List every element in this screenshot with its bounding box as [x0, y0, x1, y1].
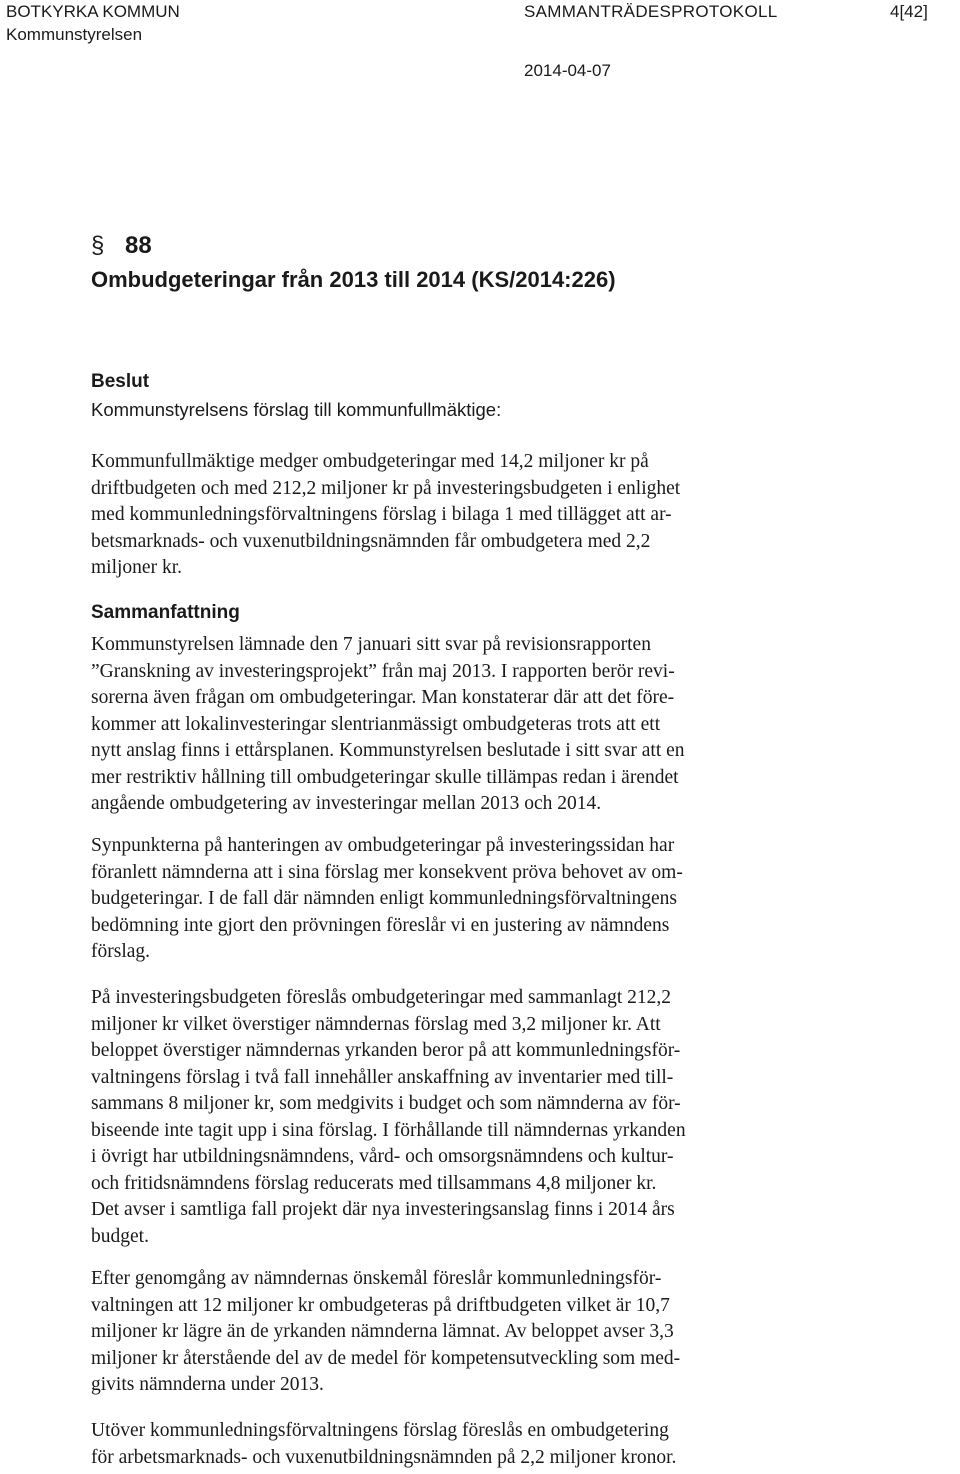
item-number-value: 88 — [125, 232, 152, 259]
text-line: Kommunfullmäktige medger ombudgeteringar med 14,2 miljoner kr på — [91, 451, 649, 472]
header-organization: BOTKYRKA KOMMUN — [6, 2, 180, 21]
text-line: Efter genomgång av nämndernas önskemål föreslår kommunledningsför- — [91, 1268, 662, 1289]
summary-paragraph-1 — [91, 632, 871, 818]
text-line: miljoner kr vilket överstiger nämndernas förslag med 3,2 miljoner kr. Att — [91, 1013, 661, 1035]
text-line: sorerna även frågan om ombudgeteringar. Man konstaterar där att det före- — [91, 687, 675, 708]
section-symbol: § — [91, 232, 105, 259]
summary-paragraph-5 — [91, 1418, 871, 1471]
beslut-paragraph — [91, 449, 871, 582]
text-line: nytt anslag finns i ettårsplanen. Kommunstyrelsen beslutade i sitt svar att en — [91, 740, 685, 761]
text-line: driftbudgeten och med 212,2 miljoner kr på investeringsbudgeten i enlighet — [91, 477, 681, 499]
text-line: förslag. — [91, 941, 151, 962]
text-line: givits nämnderna under 2013. — [91, 1374, 324, 1395]
text-line: Synpunkterna på hanteringen av ombudgeteringar på investeringssidan har — [91, 835, 675, 856]
text-line: kommer att lokalinvesteringar slentrianmässigt ombudgeteras trots att ett — [91, 713, 661, 735]
text-line: mer restriktiv hållning till ombudgeteringar skulle tillämpas redan i ärendet — [91, 766, 679, 788]
case-title: Ombudgeteringar från 2013 till 2014 (KS/2014:226) — [91, 267, 616, 292]
header-body: Kommunstyrelsen — [6, 25, 143, 44]
text-line: i övrigt har utbildningsnämndens, vård- och omsorgsnämndens och kultur- — [91, 1146, 674, 1167]
text-line: På investeringsbudgeten föreslås ombudgeteringar med sammanlagt 212,2 — [91, 987, 671, 1008]
item-number — [91, 227, 152, 265]
text-line: betsmarknads- och vuxenutbildningsnämnden får ombudgetera med 2,2 — [91, 530, 651, 552]
text-line: beloppet överstiger nämndernas yrkanden beror på att kommunledningsför- — [91, 1040, 681, 1061]
beslut-heading: Beslut — [91, 371, 150, 392]
text-line: miljoner kr återstående del av de medel för kompetensutveckling som med- — [91, 1347, 681, 1369]
text-line: för arbetsmarknads- och vuxenutbildningsnämnden på 2,2 miljoner kronor. — [91, 1446, 677, 1468]
header-document-type: SAMMANTRÄDESPROTOKOLL — [524, 2, 778, 21]
text-line: och fritidsnämndens förslag reducerats med tillsammans 4,8 miljoner kr. — [91, 1172, 657, 1194]
text-line: Utöver kommunledningsförvaltningens förslag föreslås en ombudgetering — [91, 1420, 669, 1441]
text-line: angående ombudgetering av investeringar mellan 2013 och 2014. — [91, 793, 602, 814]
sammanfattning-heading: Sammanfattning — [91, 602, 240, 623]
text-line: sammans 8 miljoner kr, som medgivits i budget och som nämnderna av för- — [91, 1093, 681, 1114]
text-line: miljoner kr lägre än de yrkanden nämnderna lämnat. Av beloppet avser 3,3 — [91, 1321, 674, 1342]
text-line: Det avser i samtliga fall projekt där nya investeringsanslag finns i 2014 års — [91, 1199, 675, 1220]
text-line: biseende inte tagit upp i sina förslag. I förhållande till nämndernas yrkanden — [91, 1119, 686, 1141]
beslut-intro: Kommunstyrelsens förslag till kommunfullmäktige: — [91, 399, 502, 420]
text-line: Kommunstyrelsen lämnade den 7 januari sitt svar på revisionsrapporten — [91, 634, 651, 655]
text-line: bedömning inte gjort den prövningen föreslår vi en justering av nämndens — [91, 914, 670, 936]
header-date: 2014-04-07 — [524, 61, 611, 80]
summary-paragraph-4 — [91, 1266, 871, 1399]
text-line: valtningens förslag i två fall innehåller anskaffning av inventarier med till- — [91, 1066, 674, 1088]
summary-paragraph-3 — [91, 985, 871, 1250]
text-line: föranlett nämnderna att i sina förslag mer konsekvent pröva behovet av om- — [91, 861, 683, 883]
summary-paragraph-2 — [91, 833, 871, 966]
text-line: ”Granskning av investeringsprojekt” från maj 2013. I rapporten berör revi- — [91, 660, 675, 682]
text-line: budget. — [91, 1225, 149, 1247]
text-line: med kommunledningsförvaltningens förslag i bilaga 1 med tillägget att ar- — [91, 504, 672, 525]
text-line: miljoner kr. — [91, 557, 182, 578]
text-line: valtningen att 12 miljoner kr ombudgeteras på driftbudgeten vilket är 10,7 — [91, 1294, 670, 1316]
header-page-number: 4[42] — [890, 2, 928, 21]
text-line: budgeteringar. I de fall där nämnden enligt kommunledningsförvaltningens — [91, 888, 677, 909]
